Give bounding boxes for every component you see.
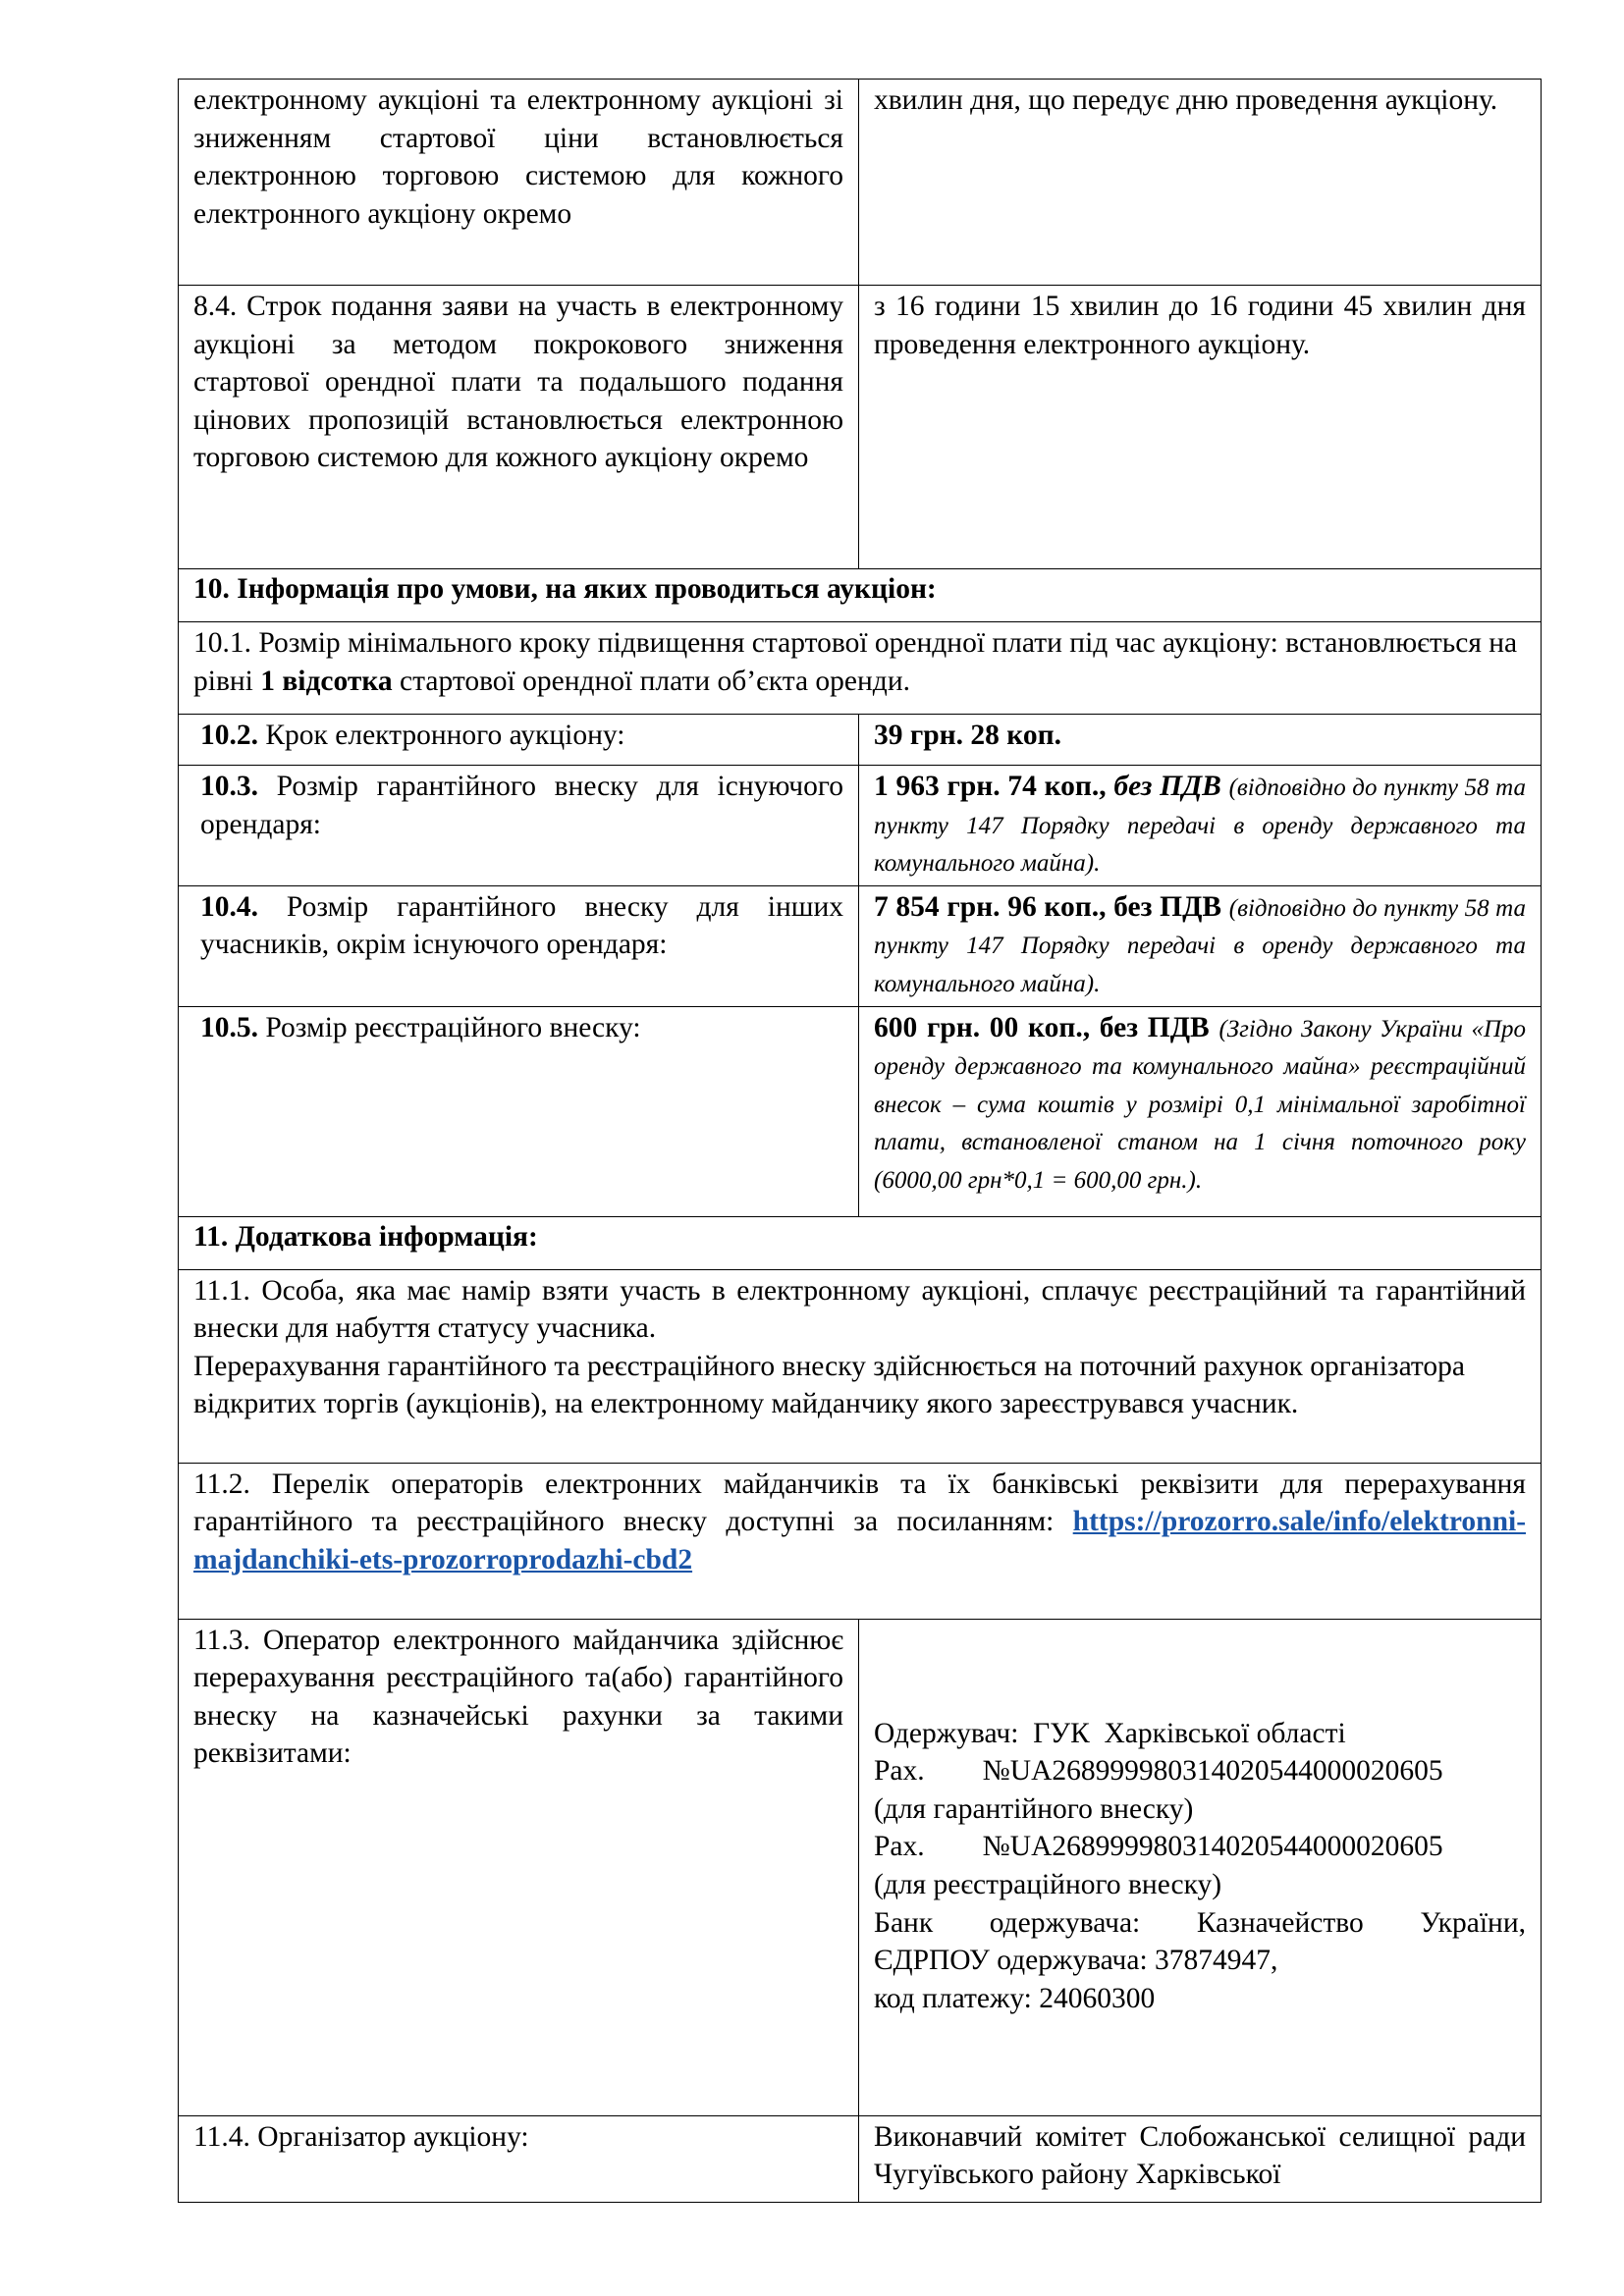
row-8-4 <box>179 286 1542 569</box>
recipient-edrpou: ЄДРПОУ одержувача: 37874947, <box>874 1945 1278 1977</box>
payment-code: код платежу: 24060300 <box>874 1982 1156 2014</box>
deposit-amount: 7 854 грн. 96 коп., без ПДВ <box>874 890 1222 923</box>
item-number: 10.5. <box>200 1011 258 1043</box>
cell-10-4-value <box>859 885 1542 1006</box>
cell-10-4-label <box>179 885 859 1006</box>
recipient: Одержувач: ГУК Харківської області <box>874 1717 1346 1749</box>
cell-11-4-label: 11.4. Організатор аукціону: <box>179 2115 859 2202</box>
cell-8-4-value: з 16 години 15 хвилин до 16 години 45 хвилин дня проведення електронного аукціону. <box>859 286 1542 569</box>
cell-11-3-label: 11.3. Оператор електронного майданчика здійснює перерахування реєстраційного та(або) гарантійного внеску на казначейські рахунки за такими реквізитами: <box>179 1619 859 2115</box>
cell-10-5-value <box>859 1006 1542 1216</box>
row-8-3-continuation <box>179 80 1542 286</box>
min-step-text-b: стартової орендної плати об’єкта оренди. <box>392 665 910 697</box>
row-11-1 <box>179 1269 1542 1463</box>
account-guarantee: Рах. №UA268999980314020544000020605 <box>874 1755 1443 1788</box>
item-label: Розмір гарантійного внеску для існуючого орендаря: <box>200 771 843 840</box>
section-10-header <box>179 569 1542 622</box>
min-step-percent: 1 відсотка <box>260 665 393 697</box>
cell-10-3-label <box>179 766 859 886</box>
min-step-text-a: 10.1. Розмір мінімального кроку підвищення стартової орендної плати під час аукціону: встановлюється на рівні <box>193 627 1518 697</box>
cell-8-3-value: хвилин дня, що передує дню проведення аукціону. <box>859 80 1542 286</box>
operators-list-link[interactable]: https://prozorro.sale/info/elektronni-majdanchiki-ets-prozorroprodazhi-cbd2 <box>193 1506 1527 1575</box>
auction-info-table <box>178 79 1542 2203</box>
legal-note: (Згідно Закону України «Про оренду державного та комунального майна» реєстраційний внесок – сума коштів у розмірі 0,1 мінімальної заробітної плати, встановленої станом на 1 січня поточного року (6000,00 грн*0,1 = 600,00 грн.). <box>874 1015 1527 1194</box>
item-number: 10.4. <box>200 890 258 923</box>
cell-8-4-label: 8.4. Строк подання заяви на участь в електронному аукціоні за методом покрокового зниження стартової орендної плати та подальшого подання цінових пропозицій встановлюється електронною торговою системою для кожного аукціону окремо <box>179 286 859 569</box>
item-label: Розмір реєстраційного внеску: <box>258 1011 641 1043</box>
row-10-2 <box>179 715 1542 766</box>
paragraph-11-1-a: 11.1. Особа, яка має намір взяти участь в електронному аукціоні, сплачує реєстраційний та гарантійний внески для набуття статусу учасника. <box>193 1274 1526 1345</box>
paragraph-11-1-b: Перерахування гарантійного та реєстраційного внеску здійснюється на поточний рахунок організатора відкритих торгів (аукціонів), на електронному майданчику якого зареєструвався учасник. <box>193 1350 1465 1420</box>
deposit-amount: 1 963 грн. 74 коп., <box>874 771 1107 802</box>
cell-11-3-requisites <box>859 1619 1542 2115</box>
row-10-5 <box>179 1006 1542 1216</box>
legal-note: (відповідно до пункту 58 та пункту 147 Порядку передачі в оренду державного та комунального майна). <box>874 774 1527 878</box>
cell-10-1 <box>179 622 1542 715</box>
row-11-3 <box>179 1619 1542 2115</box>
account-registration: Рах. №UA268999980314020544000020605 <box>874 1831 1443 1863</box>
cell-8-3-label: електронному аукціоні та електронному аукціоні зі зниженням стартової ціни встановлюється електронною торговою системою для кожного електронного аукціону окремо <box>179 80 859 286</box>
item-label: Крок електронного аукціону: <box>258 720 625 751</box>
item-number: 10.2. <box>200 720 258 751</box>
cell-11-2 <box>179 1463 1542 1619</box>
legal-note: (відповідно до пункту 58 та пункту 147 Порядку передачі в оренду державного та комунального майна). <box>874 894 1527 997</box>
row-10-4 <box>179 885 1542 1006</box>
paragraph-11-2: 11.2. Перелік операторів електронних майданчиків та їх банківські реквізити для перерахування гарантійного та реєстраційного внеску доступні за посиланням: <box>193 1468 1526 1538</box>
section-10-title: 10. Інформація про умови, на яких проводиться аукціон: <box>179 569 1542 622</box>
item-number: 10.3. <box>200 771 258 802</box>
row-10-3 <box>179 766 1542 886</box>
row-11-4 <box>179 2115 1542 2202</box>
item-label: Розмір гарантійного внеску для інших учасників, окрім існуючого орендаря: <box>200 890 843 961</box>
account-guarantee-note: (для гарантійного внеску) <box>874 1792 1194 1825</box>
row-11-2 <box>179 1463 1542 1619</box>
cell-10-2-label <box>179 715 859 766</box>
account-registration-note: (для реєстраційного внеску) <box>874 1869 1222 1901</box>
section-11-header <box>179 1216 1542 1269</box>
row-10-1 <box>179 622 1542 715</box>
cell-10-3-value <box>859 766 1542 886</box>
vat-note: без ПДВ <box>1113 771 1221 802</box>
registration-amount: 600 грн. 00 коп., без ПДВ <box>874 1011 1210 1043</box>
recipient-bank: Банк одержувача: Казначейство України, <box>874 1906 1526 1939</box>
cell-10-5-label <box>179 1006 859 1216</box>
cell-11-1 <box>179 1269 1542 1463</box>
cell-11-4-value: Виконавчий комітет Слобожанської селищної ради Чугуївського району Харківської <box>859 2115 1542 2202</box>
cell-10-2-value: 39 грн. 28 коп. <box>859 715 1542 766</box>
section-11-title: 11. Додаткова інформація: <box>179 1216 1542 1269</box>
